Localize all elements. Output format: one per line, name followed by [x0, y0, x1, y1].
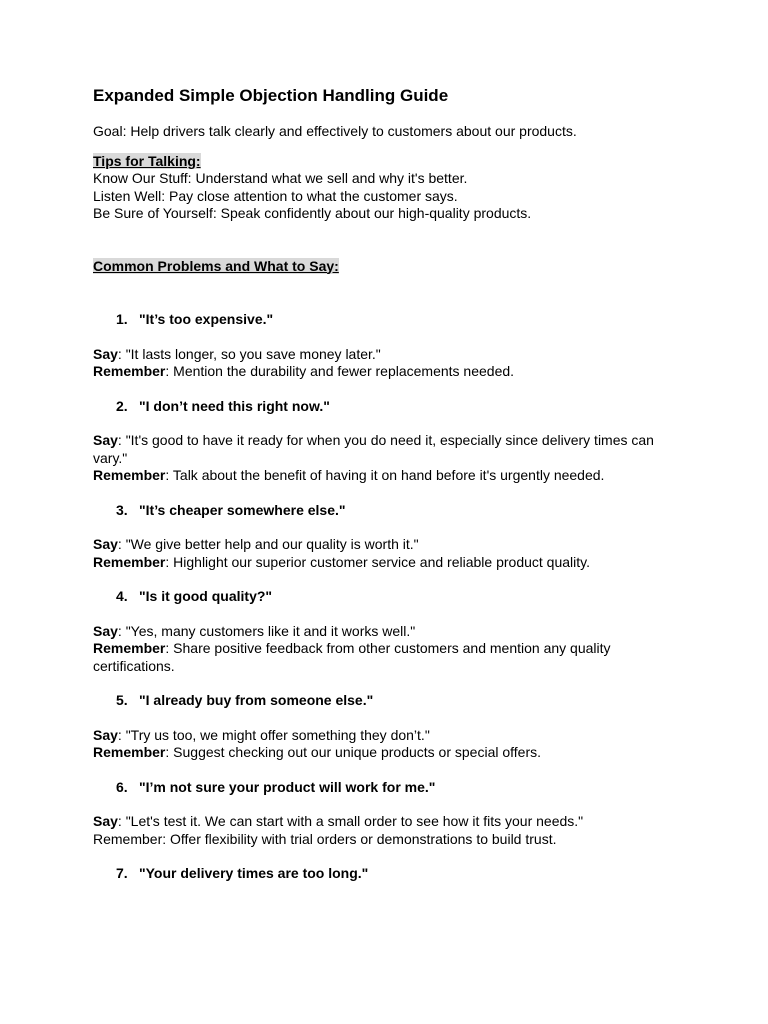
- remember-text: Remember: Offer flexibility with trial orders or demonstrations to build trust.: [93, 830, 557, 847]
- say-line: [93, 623, 683, 641]
- goal-statement: Goal: Help drivers talk clearly and effectively to customers about our products.: [93, 123, 577, 139]
- objection-question: [93, 311, 683, 329]
- objection-question: [93, 692, 683, 710]
- objection-question: [93, 865, 683, 883]
- remember-line: [93, 467, 683, 485]
- remember-label: Remember: [93, 744, 166, 760]
- document-title: Expanded Simple Objection Handling Guide: [93, 86, 449, 105]
- objection-text: "It’s too expensive.": [139, 311, 274, 327]
- objection-question: [93, 398, 683, 416]
- remember-label: Remember: [93, 363, 166, 379]
- remember-line: [93, 744, 683, 762]
- say-text: : "We give better help and our quality is worth it.": [117, 536, 419, 552]
- remember-line: [93, 640, 683, 675]
- say-text: : "It's good to have it ready for when you do need it, especially since delivery times can vary.": [93, 432, 654, 466]
- tips-section: [93, 153, 683, 223]
- remember-label: Remember: [93, 640, 166, 656]
- remember-label: Remember: [93, 553, 166, 570]
- say-label: Say: [93, 726, 118, 743]
- say-label: Say: [93, 345, 118, 362]
- objection-item: [93, 311, 683, 381]
- objection-number: 5.: [116, 692, 128, 708]
- say-line: [93, 432, 683, 467]
- tips-heading: Tips for Talking:: [93, 152, 201, 169]
- remember-text: : Suggest checking out our unique products or special offers.: [165, 744, 542, 760]
- objection-text: "Is it good quality?": [139, 588, 273, 604]
- objection-answers: [93, 432, 683, 485]
- objection-answers: [93, 813, 683, 848]
- objection-text: "I don’t need this right now.": [139, 397, 330, 414]
- objection-text: "I’m not sure your product will work for me.": [139, 778, 436, 795]
- say-label: Say: [93, 813, 118, 829]
- objection-question: [93, 588, 683, 606]
- objection-number: 4.: [116, 588, 128, 604]
- objection-item: [93, 502, 683, 572]
- objection-text: "I already buy from someone else.": [139, 692, 374, 708]
- objection-question: [93, 779, 683, 797]
- say-text: : "Let's test it. We can start with a small order to see how it fits your needs.": [117, 813, 584, 829]
- say-label: Say: [93, 622, 118, 639]
- objection-question: [93, 502, 683, 520]
- say-text: : "Try us too, we might offer something they don’t.": [117, 726, 430, 743]
- objection-item: [93, 398, 683, 485]
- remember-line: [93, 831, 683, 849]
- remember-text: : Share positive feedback from other customers and mention any quality certifications.: [93, 640, 611, 674]
- objection-number: 1.: [116, 311, 128, 327]
- objection-item: [93, 865, 683, 883]
- say-text: : "It lasts longer, so you save money later.": [117, 345, 381, 362]
- objection-number: 2.: [116, 397, 128, 414]
- remember-text: : Talk about the benefit of having it on hand before it's urgently needed.: [165, 467, 605, 483]
- objection-item: [93, 779, 683, 849]
- objection-answers: [93, 536, 683, 571]
- say-line: [93, 813, 683, 831]
- tip-line: Be Sure of Yourself: Speak confidently about our high-quality products.: [93, 205, 532, 221]
- document-page: [93, 85, 683, 883]
- remember-text: : Highlight our superior customer service and reliable product quality.: [165, 553, 590, 570]
- objection-number: 3.: [116, 501, 128, 518]
- objection-answers: [93, 346, 683, 381]
- say-line: [93, 346, 683, 364]
- say-line: [93, 727, 683, 745]
- tip-line: Know Our Stuff: Understand what we sell and why it's better.: [93, 170, 468, 186]
- objection-text: "Your delivery times are too long.": [139, 865, 369, 881]
- problems-heading: Common Problems and What to Say:: [93, 257, 339, 274]
- say-label: Say: [93, 536, 118, 552]
- tip-line: Listen Well: Pay close attention to what the customer says.: [93, 187, 458, 204]
- say-label: Say: [93, 432, 118, 448]
- say-text: : "Yes, many customers like it and it works well.": [117, 622, 416, 639]
- objection-item: [93, 692, 683, 762]
- objection-number: 6.: [116, 778, 128, 795]
- remember-line: [93, 363, 683, 381]
- problems-section: [93, 258, 683, 276]
- say-line: [93, 536, 683, 554]
- remember-line: [93, 554, 683, 572]
- objection-answers: [93, 727, 683, 762]
- objection-text: "It’s cheaper somewhere else.": [139, 501, 346, 518]
- objection-item: [93, 588, 683, 675]
- objection-number: 7.: [116, 865, 128, 881]
- remember-label: Remember: [93, 467, 166, 483]
- objection-list: [93, 311, 683, 883]
- objection-answers: [93, 623, 683, 676]
- remember-text: : Mention the durability and fewer replacements needed.: [165, 363, 515, 379]
